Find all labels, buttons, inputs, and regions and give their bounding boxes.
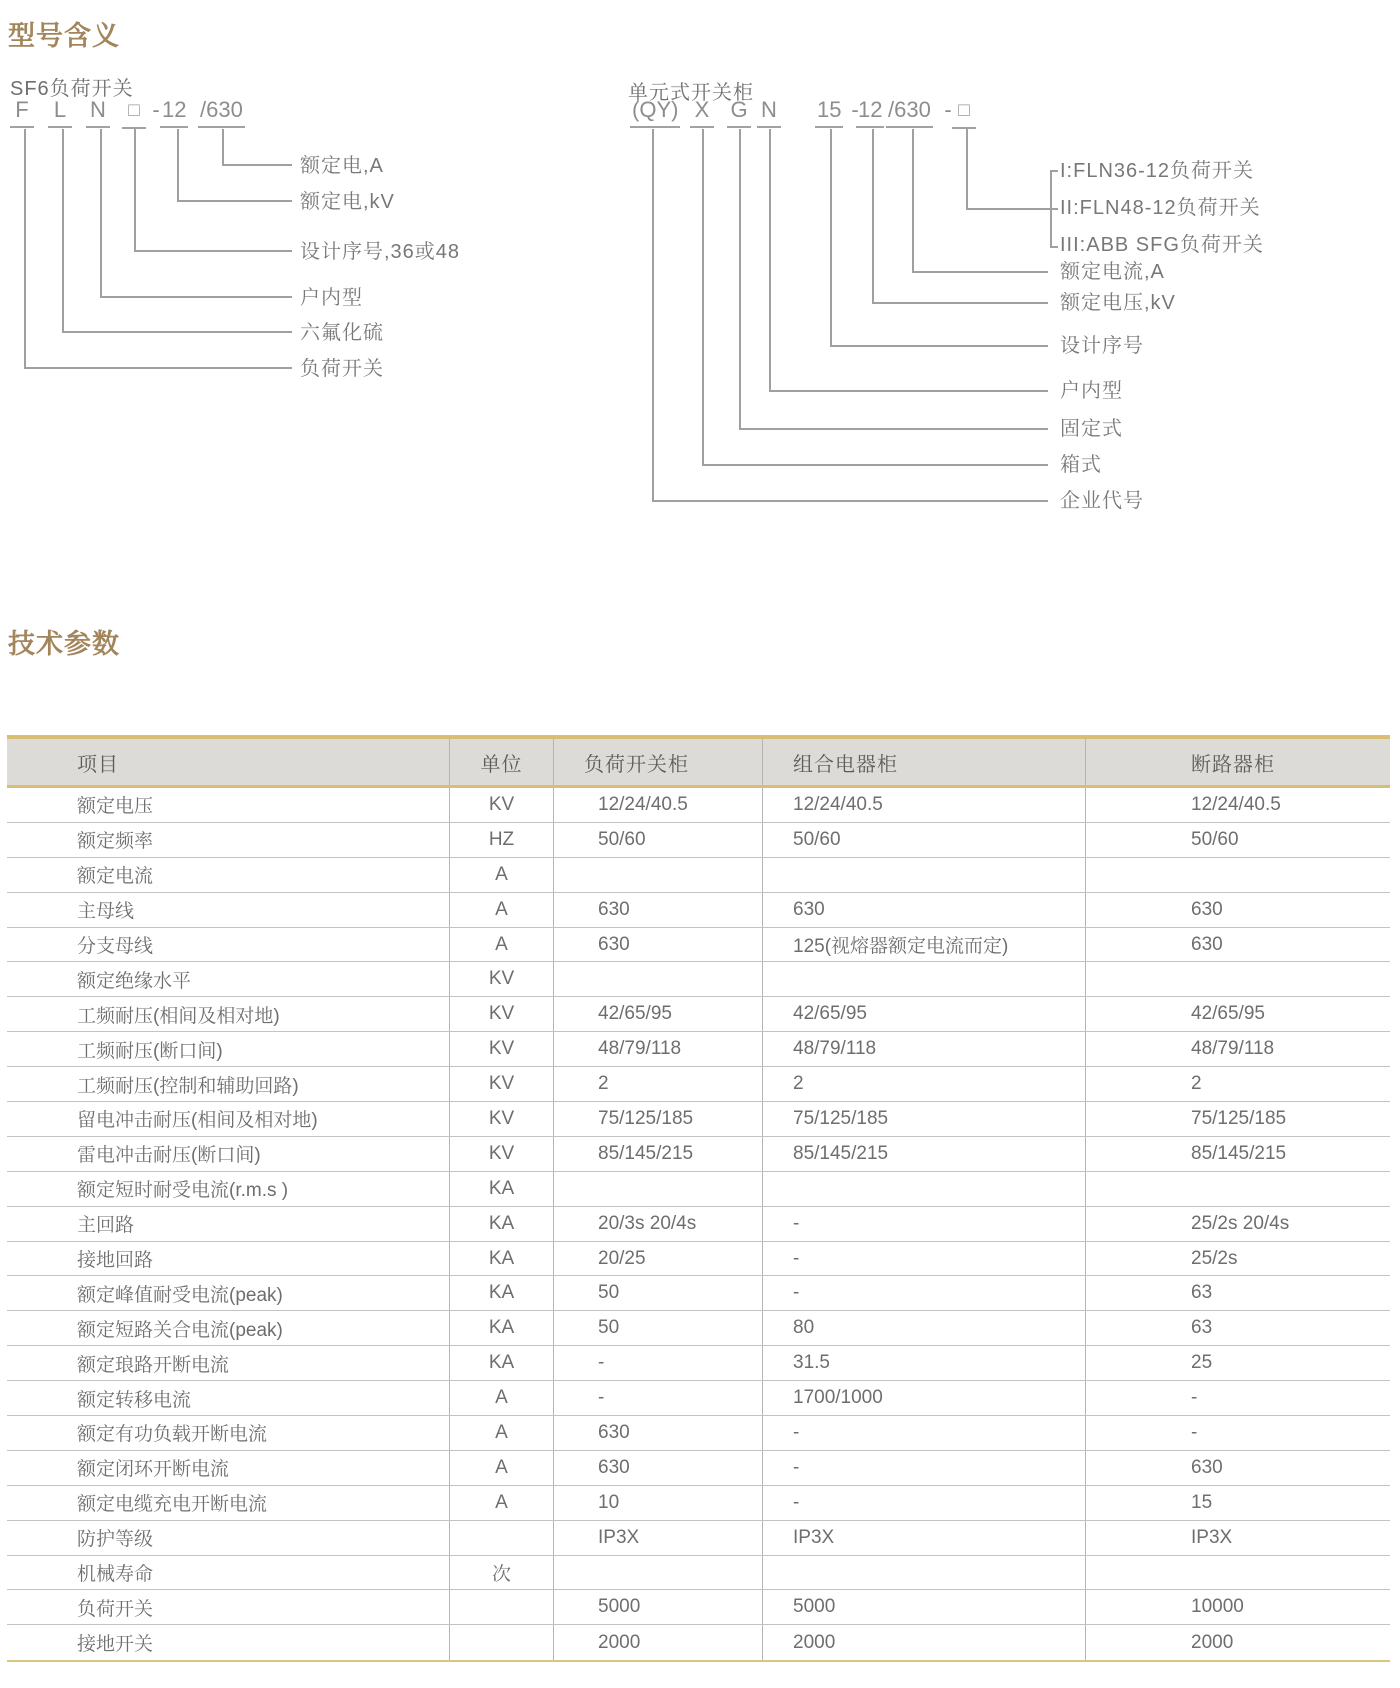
code-option-label: I:FLN36-12负荷开关 [1060, 160, 1255, 182]
table-row [7, 1276, 1390, 1311]
param-value: - [763, 1242, 1086, 1276]
param-value [1086, 962, 1390, 996]
param-value: 50 [554, 1276, 763, 1310]
connector-line [100, 296, 292, 298]
code-label: 固定式 [1060, 418, 1123, 440]
param-value [554, 1172, 763, 1206]
bracket-line [1050, 246, 1058, 248]
param-value [554, 962, 763, 996]
table-row [7, 1032, 1390, 1067]
param-value: 75/125/185 [763, 1102, 1086, 1136]
model-code-token: N [86, 98, 110, 128]
connector-line [769, 129, 771, 392]
connector-line [177, 200, 292, 202]
connector-line [830, 345, 1048, 347]
param-value: 85/145/215 [763, 1137, 1086, 1171]
param-name: 分支母线 [7, 928, 450, 962]
param-value [450, 1590, 554, 1624]
table-row [7, 823, 1390, 858]
param-value: 10 [554, 1486, 763, 1520]
param-value: 63 [1191, 1282, 1213, 1304]
model-code-token: - [944, 97, 952, 122]
connector-line [739, 428, 1048, 430]
table-header-cell: 组合电器柜 [763, 739, 1086, 785]
model-code-box-token: □ [952, 99, 976, 129]
param-value: 80 [763, 1311, 1086, 1345]
model-code-token: 15 [815, 98, 843, 128]
model-code-box-token: □ [122, 99, 146, 129]
param-value: IP3X [763, 1521, 1086, 1555]
param-value: 48/79/118 [1191, 1038, 1275, 1060]
param-name: 留电冲击耐压(相间及相对地) [7, 1102, 450, 1136]
code-label: 户内型 [300, 287, 363, 309]
table-row [7, 788, 1390, 823]
param-value: KV [450, 1032, 554, 1066]
param-value: 25 [1191, 1352, 1213, 1374]
param-value: 20/25 [554, 1242, 763, 1276]
param-name: 工频耐压(控制和辅助回路) [7, 1067, 450, 1101]
code-label: 额定电压,kV [1060, 292, 1176, 314]
param-value: - [554, 1346, 763, 1380]
bracket-line [1050, 170, 1052, 248]
param-name: 额定短路关合电流(peak) [7, 1311, 450, 1345]
param-value: 63 [1191, 1317, 1213, 1339]
param-value: 50/60 [554, 823, 763, 857]
code-option-label: III:ABB SFG负荷开关 [1060, 234, 1264, 256]
param-value: 2000 [554, 1625, 763, 1660]
connector-line [652, 500, 1048, 502]
param-name: 额定绝缘水平 [7, 962, 450, 996]
model-code-token: 12 [160, 98, 188, 128]
param-value: 42/65/95 [1191, 1003, 1265, 1025]
param-value: - [1191, 1387, 1198, 1409]
connector-line [912, 129, 914, 273]
param-value: A [450, 1381, 554, 1415]
param-value: KV [450, 1102, 554, 1136]
param-value: 5000 [554, 1590, 763, 1624]
param-value: IP3X [1191, 1526, 1233, 1548]
param-value: KV [450, 997, 554, 1031]
table-row [7, 1486, 1390, 1521]
section-title-model-meaning: 型号含义 [8, 21, 120, 51]
connector-line [702, 129, 704, 466]
connector-line [739, 129, 741, 430]
param-value: 630 [554, 893, 763, 927]
model-code-token: L [48, 98, 72, 128]
model-code-token: /630 [886, 98, 933, 128]
connector-line [24, 367, 292, 369]
table-header-cell: 负荷开关柜 [554, 739, 763, 785]
model-code-token: F [10, 98, 34, 128]
param-name: 额定电缆充电开断电流 [7, 1486, 450, 1520]
model-code-token: N [757, 98, 781, 128]
table-row [7, 1102, 1390, 1137]
param-name: 接地回路 [7, 1242, 450, 1276]
code-label: 额定电,kV [300, 191, 395, 213]
param-value: - [763, 1276, 1086, 1310]
param-value: 630 [554, 928, 763, 962]
param-value: 630 [1191, 1456, 1223, 1478]
param-value: 2 [1191, 1073, 1202, 1095]
param-value: 50/60 [1191, 828, 1239, 850]
code-label: 负荷开关 [300, 358, 384, 380]
param-value: KA [450, 1276, 554, 1310]
param-value: 75/125/185 [1191, 1107, 1287, 1129]
connector-line [830, 129, 832, 347]
connector-line [769, 390, 1048, 392]
connector-line [134, 129, 136, 252]
connector-line [872, 129, 874, 304]
section-title-technical-parameters: 技术参数 [8, 629, 120, 659]
connector-line [872, 302, 1048, 304]
table-row [7, 962, 1390, 997]
parameters-table [7, 735, 1390, 1662]
param-value: KA [450, 1242, 554, 1276]
param-value: KV [450, 1137, 554, 1171]
table-row [7, 997, 1390, 1032]
table-row [7, 1416, 1390, 1451]
param-value: - [763, 1486, 1086, 1520]
param-value: - [763, 1416, 1086, 1450]
param-name: 工频耐压(相间及相对地) [7, 997, 450, 1031]
table-row [7, 1137, 1390, 1172]
table-row [7, 1067, 1390, 1102]
connector-line [24, 129, 26, 369]
connector-line [912, 271, 1048, 273]
param-value [763, 962, 1086, 996]
param-value [450, 1521, 554, 1555]
param-value [763, 858, 1086, 892]
param-value: A [450, 1416, 554, 1450]
param-value [554, 1556, 763, 1590]
table-row [7, 1346, 1390, 1381]
param-value: KA [450, 1207, 554, 1241]
param-name: 主回路 [7, 1207, 450, 1241]
param-value: KA [450, 1346, 554, 1380]
connector-line [222, 164, 292, 166]
model-code-token: X [690, 98, 714, 128]
param-value: 20/3s 20/4s [554, 1207, 763, 1241]
param-name: 额定有功负载开断电流 [7, 1416, 450, 1450]
param-value: KA [450, 1311, 554, 1345]
param-value [554, 858, 763, 892]
code-label: 企业代号 [1060, 490, 1144, 512]
table-body [7, 788, 1390, 1662]
param-value: 12/24/40.5 [763, 788, 1086, 822]
param-value: 2 [554, 1067, 763, 1101]
param-value: 12/24/40.5 [1191, 793, 1281, 815]
param-value: KV [450, 1067, 554, 1101]
code-label: 设计序号 [1060, 335, 1144, 357]
param-value: 1700/1000 [763, 1381, 1086, 1415]
table-row [7, 893, 1390, 928]
connector-line [100, 129, 102, 298]
table-header-cell: 项目 [7, 739, 450, 785]
table-row [7, 1590, 1390, 1625]
param-name: 额定电压 [7, 788, 450, 822]
param-value [1086, 1172, 1390, 1206]
connector-line [134, 250, 292, 252]
param-value: 2000 [763, 1625, 1086, 1660]
param-name: 额定频率 [7, 823, 450, 857]
param-value: 630 [1191, 933, 1223, 955]
param-value: 85/145/215 [1191, 1142, 1287, 1164]
param-name: 额定闭环开断电流 [7, 1451, 450, 1485]
table-row [7, 1556, 1390, 1591]
connector-line [62, 331, 292, 333]
table-row [7, 928, 1390, 963]
param-value [763, 1556, 1086, 1590]
param-value [450, 1625, 554, 1660]
param-value: A [450, 928, 554, 962]
param-value: - [554, 1381, 763, 1415]
param-value: 5000 [763, 1590, 1086, 1624]
model-code-token: (QY) [630, 98, 680, 128]
param-name: 额定电流 [7, 858, 450, 892]
param-value: A [450, 858, 554, 892]
param-value [763, 1172, 1086, 1206]
param-value [1086, 1556, 1390, 1590]
table-row [7, 1451, 1390, 1486]
model-code-token: - [851, 97, 859, 122]
code-label: 额定电,A [300, 155, 384, 177]
param-value: 50/60 [763, 823, 1086, 857]
param-value: 630 [554, 1416, 763, 1450]
connector-line [702, 464, 1048, 466]
param-value: 630 [554, 1451, 763, 1485]
param-name: 工频耐压(断口间) [7, 1032, 450, 1066]
table-row [7, 858, 1390, 893]
code-label: 六氟化硫 [300, 322, 384, 344]
connector-line [62, 129, 64, 333]
param-value: 630 [763, 893, 1086, 927]
param-value: A [450, 1486, 554, 1520]
param-value: HZ [450, 823, 554, 857]
table-row [7, 1521, 1390, 1556]
param-value: 85/145/215 [554, 1137, 763, 1171]
code-label: 户内型 [1060, 380, 1123, 402]
param-name: 额定峰值耐受电流(peak) [7, 1276, 450, 1310]
table-row [7, 1242, 1390, 1277]
param-value: 630 [1191, 898, 1223, 920]
connector-line [966, 129, 968, 210]
table-header-cell: 单位 [450, 739, 554, 785]
param-value: 25/2s [1191, 1247, 1238, 1269]
param-value: 42/65/95 [554, 997, 763, 1031]
param-value: 125(视熔器额定电流而定) [763, 928, 1086, 962]
param-value: 15 [1191, 1491, 1213, 1513]
param-name: 额定转移电流 [7, 1381, 450, 1415]
param-value: 25/2s 20/4s [1191, 1212, 1290, 1234]
param-value: 50 [554, 1311, 763, 1345]
connector-line [652, 129, 654, 502]
param-value: A [450, 893, 554, 927]
param-name: 额定琅路开断电流 [7, 1346, 450, 1380]
model-code-token: G [727, 98, 751, 128]
param-value: 2 [763, 1067, 1086, 1101]
param-name: 防护等级 [7, 1521, 450, 1555]
param-name: 雷电冲击耐压(断口间) [7, 1137, 450, 1171]
param-value: 次 [450, 1556, 554, 1590]
connector-line [966, 208, 1058, 210]
table-header-row [7, 735, 1390, 788]
table-row [7, 1381, 1390, 1416]
code-label: 设计序号,36或48 [300, 241, 461, 263]
param-value [1086, 858, 1390, 892]
param-value: 42/65/95 [763, 997, 1086, 1031]
param-name: 主母线 [7, 893, 450, 927]
param-value: 10000 [1191, 1596, 1244, 1618]
param-value: 12/24/40.5 [554, 788, 763, 822]
param-value: 75/125/185 [554, 1102, 763, 1136]
param-value: 48/79/118 [554, 1032, 763, 1066]
param-value: A [450, 1451, 554, 1485]
table-row [7, 1311, 1390, 1346]
model-code-token: 12 [856, 98, 884, 128]
param-value: 48/79/118 [763, 1032, 1086, 1066]
table-row [7, 1172, 1390, 1207]
connector-line [177, 129, 179, 202]
table-header-cell: 断路器柜 [1191, 753, 1275, 776]
param-value: - [1191, 1421, 1198, 1443]
diagram-title: SF6负荷开关 [10, 78, 134, 100]
model-code-token: - [152, 97, 160, 122]
param-value: KV [450, 788, 554, 822]
bracket-line [1050, 170, 1058, 172]
param-value: - [763, 1451, 1086, 1485]
param-name: 机械寿命 [7, 1556, 450, 1590]
param-name: 额定短时耐受电流(r.m.s ) [7, 1172, 450, 1206]
connector-line [222, 129, 224, 166]
code-label: 额定电流,A [1060, 261, 1165, 283]
code-label: 箱式 [1060, 454, 1102, 476]
param-value: KV [450, 962, 554, 996]
param-value: 2000 [1191, 1631, 1234, 1653]
param-name: 接地开关 [7, 1625, 450, 1660]
param-value: - [763, 1207, 1086, 1241]
param-value: 31.5 [763, 1346, 1086, 1380]
code-option-label: II:FLN48-12负荷开关 [1060, 197, 1261, 219]
table-row [7, 1207, 1390, 1242]
table-row [7, 1625, 1390, 1660]
param-value: KA [450, 1172, 554, 1206]
param-value: IP3X [554, 1521, 763, 1555]
model-code-token: /630 [198, 98, 245, 128]
param-name: 负荷开关 [7, 1590, 450, 1624]
diagram-title: 单元式开关柜 [628, 82, 754, 104]
